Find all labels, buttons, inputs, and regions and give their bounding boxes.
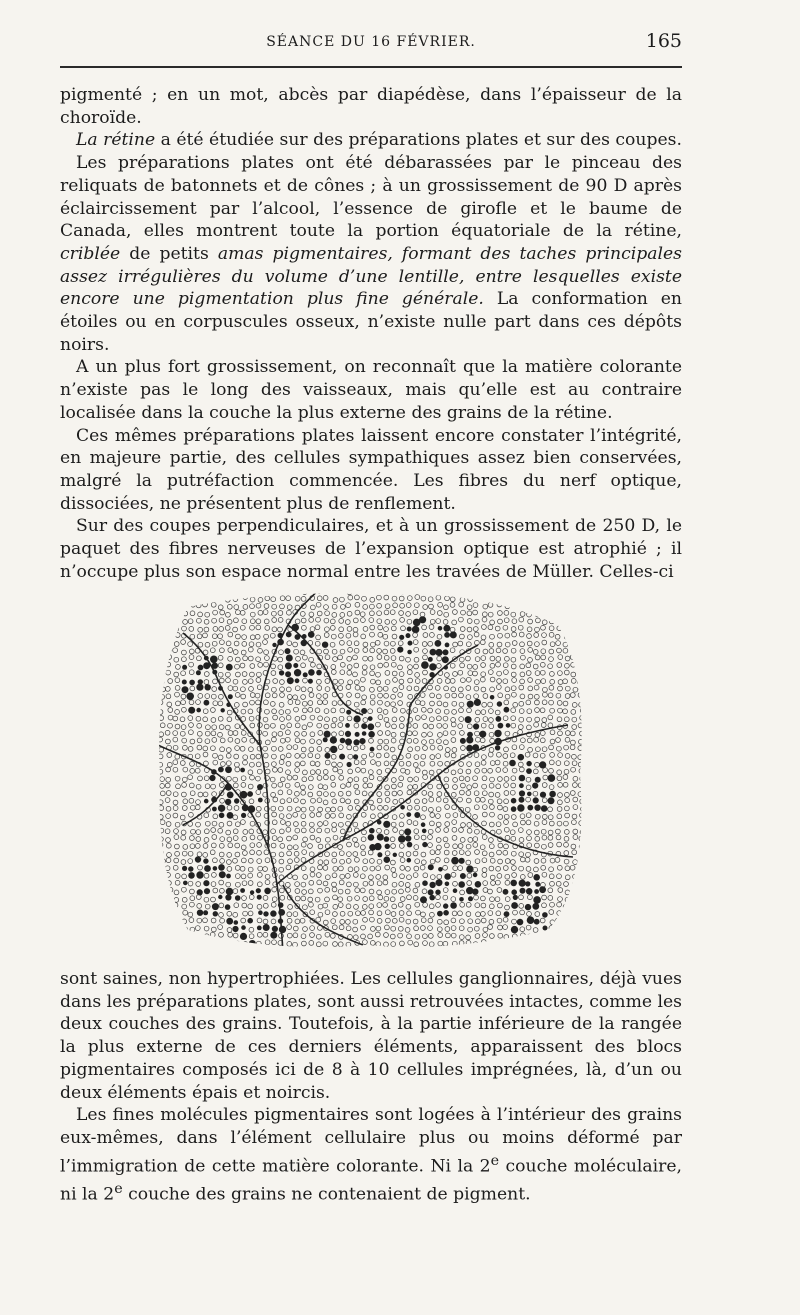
italic-term: criblée [60, 243, 121, 264]
paragraph: sont saines, non hypertrophiées. Les cellules ganglionnaires, déjà vues dans les préparations plates, sont aussi retrouvées intactes, comme les deux couches des grains. Toutefois, à la partie inférieure de la rangée la plus externe de ces derniers éléments, apparaissent des blocs pigmentaires composés ici de 8 à 10 cellules imprégnées, là, d’un ou deux éléments épais et noircis. [60, 969, 682, 1103]
header-rule [60, 66, 682, 68]
paragraph: Les fines molécules pigmentaires sont logées à l’intérieur des grains eux-mêmes, dans l’élément cellulaire plus ou moins déformé par l’immigration de cette matière colorante. Ni la 2e couche moléculaire, ni la 2e couche des grains ne contenaient de pigment. [60, 1105, 682, 1205]
body-text-top [60, 84, 682, 583]
page-number: 165 [645, 30, 682, 52]
paragraph: Ces mêmes préparations plates laissent encore constater l’intégrité, en majeure partie, des cellules sympathiques assez bien conservées, malgré la putréfaction commencée. Les fibres du nerf optique, dissociées, ne présentent plus de renflement. [60, 425, 682, 514]
paragraph: A un plus fort grossissement, on reconnaît que la matière colorante n’existe pas le long des vaisseaux, mais qu’elle est au contraire localisée dans la couche la plus externe des grains de la rétine. [60, 357, 682, 423]
italic-term: La rétine [76, 130, 156, 151]
paragraph: Les préparations plates ont été débarassées par le pinceau des reliquats de batonnets et de cônes ; à un grossissement de 90 D après éclaircissement par l’alcool, l’essence de girofle et le baume de Canada, elles montrent toute la portion équatoriale de la rétine, criblée de petits amas pigmentaires, formant des taches principales assez irrégulières du volume d’une lentille, entre lesquelles existe encore une pigmentation plus fine générale. La conformation en étoiles ou en corpuscules osseux, n’existe nulle part dans ces dépôts noirs. [60, 153, 682, 355]
running-head [60, 28, 682, 58]
retina-figure [148, 585, 594, 955]
paragraph: La rétine a été étudiée sur des préparations plates et sur des coupes. [76, 130, 682, 151]
paragraph: pigmenté ; en un mot, abcès par diapédèse, dans l’épaisseur de la choroïde. [60, 85, 682, 128]
paragraph: Sur des coupes perpendiculaires, et à un grossissement de 250 D, le paquet des fibres nerveuses de l’expansion optique est atrophié ; il n’occupe plus son espace normal entre les travées de Müller. Celles-ci [60, 516, 682, 582]
running-title: SÉANCE DU 16 FÉVRIER. [266, 34, 476, 50]
italic-phrase: amas pigmentaires, formant des taches principales assez irrégulières du volume d’une lentille, entre lesquelles existe encore une pigmentation plus fine générale. [60, 243, 682, 310]
retina-pigment-engraving-icon [148, 585, 594, 955]
body-text-bottom [60, 968, 682, 1207]
